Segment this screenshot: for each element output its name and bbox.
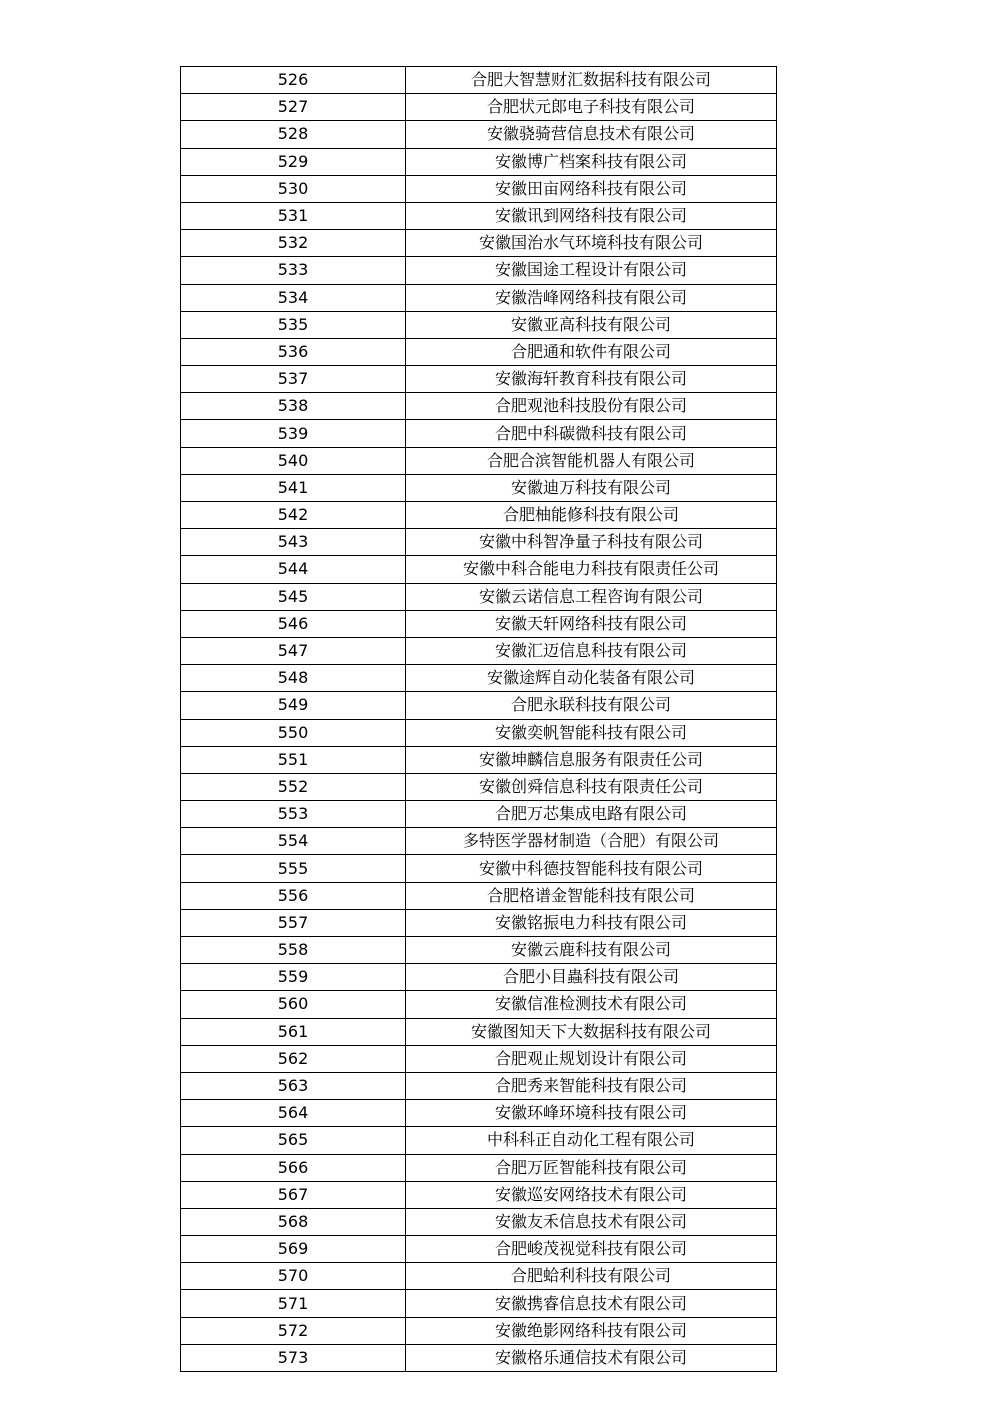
table-row [181,257,777,284]
table-row [181,121,777,148]
company-name: 安徽云诺信息工程咨询有限公司 [406,583,777,610]
table-row [181,1018,777,1045]
company-name: 安徽中科合能电力科技有限责任公司 [406,556,777,583]
table-row [181,1208,777,1235]
company-name: 安徽铭振电力科技有限公司 [406,909,777,936]
company-name: 安徽格乐通信技术有限公司 [406,1344,777,1371]
company-name: 安徽国途工程设计有限公司 [406,257,777,284]
company-name: 安徽坤麟信息服务有限责任公司 [406,746,777,773]
company-name: 合肥中科碳微科技有限公司 [406,420,777,447]
company-name: 安徽天轩网络科技有限公司 [406,610,777,637]
row-number: 550 [181,719,406,746]
table-row [181,583,777,610]
row-number: 541 [181,474,406,501]
table-row [181,1317,777,1344]
table-row [181,311,777,338]
table-row [181,420,777,447]
table-row [181,474,777,501]
company-name: 合肥万匠智能科技有限公司 [406,1154,777,1181]
table-row [181,366,777,393]
table-row [181,230,777,257]
company-name: 合肥格谱金智能科技有限公司 [406,882,777,909]
row-number: 532 [181,230,406,257]
row-number: 547 [181,637,406,664]
company-name: 安徽云鹿科技有限公司 [406,937,777,964]
company-name: 安徽友禾信息技术有限公司 [406,1208,777,1235]
table-row [181,1154,777,1181]
table-row [181,67,777,94]
table-row [181,1127,777,1154]
row-number: 537 [181,366,406,393]
row-number: 562 [181,1045,406,1072]
row-number: 531 [181,202,406,229]
company-name: 中科科正自动化工程有限公司 [406,1127,777,1154]
company-name: 合肥万芯集成电路有限公司 [406,801,777,828]
company-name: 安徽图知天下大数据科技有限公司 [406,1018,777,1045]
company-name: 安徽携睿信息技术有限公司 [406,1290,777,1317]
row-number: 536 [181,338,406,365]
row-number: 566 [181,1154,406,1181]
row-number: 551 [181,746,406,773]
company-name: 安徽汇迈信息科技有限公司 [406,637,777,664]
company-name: 合肥柚能修科技有限公司 [406,502,777,529]
company-name: 合肥秀来智能科技有限公司 [406,1072,777,1099]
company-name: 安徽巡安网络技术有限公司 [406,1181,777,1208]
table-row [181,94,777,121]
company-name: 安徽浩峰网络科技有限公司 [406,284,777,311]
row-number: 552 [181,773,406,800]
row-number: 535 [181,311,406,338]
row-number: 555 [181,855,406,882]
table-row [181,1263,777,1290]
table-row [181,1290,777,1317]
company-name: 安徽亚高科技有限公司 [406,311,777,338]
table-row [181,393,777,420]
table-row [181,909,777,936]
table-row [181,1236,777,1263]
row-number: 573 [181,1344,406,1371]
company-name: 多特医学器材制造（合肥）有限公司 [406,828,777,855]
row-number: 560 [181,991,406,1018]
table-row [181,1045,777,1072]
table-row [181,1344,777,1371]
row-number: 563 [181,1072,406,1099]
row-number: 542 [181,502,406,529]
row-number: 540 [181,447,406,474]
row-number: 567 [181,1181,406,1208]
company-name: 安徽博广档案科技有限公司 [406,148,777,175]
table-row [181,665,777,692]
row-number: 556 [181,882,406,909]
row-number: 533 [181,257,406,284]
row-number: 564 [181,1100,406,1127]
table-row [181,148,777,175]
company-name: 安徽绝影网络科技有限公司 [406,1317,777,1344]
company-name: 安徽创舜信息科技有限责任公司 [406,773,777,800]
row-number: 553 [181,801,406,828]
row-number: 527 [181,94,406,121]
table-row [181,556,777,583]
company-name: 合肥观止规划设计有限公司 [406,1045,777,1072]
table-row [181,202,777,229]
row-number: 543 [181,529,406,556]
table-row [181,637,777,664]
company-name: 合肥永联科技有限公司 [406,692,777,719]
row-number: 549 [181,692,406,719]
row-number: 571 [181,1290,406,1317]
table-row [181,773,777,800]
row-number: 546 [181,610,406,637]
table-row [181,1181,777,1208]
row-number: 539 [181,420,406,447]
table-row [181,502,777,529]
company-name: 合肥大智慧财汇数据科技有限公司 [406,67,777,94]
table-row [181,610,777,637]
row-number: 572 [181,1317,406,1344]
company-table [180,66,777,1372]
table-row [181,937,777,964]
table-row [181,1100,777,1127]
table-row [181,1072,777,1099]
company-name: 安徽环峰环境科技有限公司 [406,1100,777,1127]
company-name: 安徽迪万科技有限公司 [406,474,777,501]
row-number: 530 [181,175,406,202]
table-row [181,692,777,719]
company-name: 合肥状元郎电子科技有限公司 [406,94,777,121]
company-name: 安徽田亩网络科技有限公司 [406,175,777,202]
company-name: 安徽中科德技智能科技有限公司 [406,855,777,882]
row-number: 558 [181,937,406,964]
row-number: 554 [181,828,406,855]
table-row [181,828,777,855]
company-name: 安徽信准检测技术有限公司 [406,991,777,1018]
row-number: 570 [181,1263,406,1290]
table-row [181,719,777,746]
row-number: 561 [181,1018,406,1045]
company-name: 合肥通和软件有限公司 [406,338,777,365]
company-name: 安徽骁骑营信息技术有限公司 [406,121,777,148]
row-number: 545 [181,583,406,610]
table-row [181,284,777,311]
row-number: 534 [181,284,406,311]
table-row [181,175,777,202]
table-row [181,855,777,882]
row-number: 538 [181,393,406,420]
company-name: 安徽国治水气环境科技有限公司 [406,230,777,257]
company-name: 安徽奕帆智能科技有限公司 [406,719,777,746]
company-name: 安徽讯到网络科技有限公司 [406,202,777,229]
row-number: 528 [181,121,406,148]
company-name: 安徽中科智净量子科技有限公司 [406,529,777,556]
table-row [181,991,777,1018]
table-row [181,338,777,365]
row-number: 544 [181,556,406,583]
company-name: 合肥观池科技股份有限公司 [406,393,777,420]
company-name: 合肥合滨智能机器人有限公司 [406,447,777,474]
row-number: 557 [181,909,406,936]
table-row [181,746,777,773]
company-name: 安徽途辉自动化装备有限公司 [406,665,777,692]
table-row [181,801,777,828]
company-name: 合肥小目蟲科技有限公司 [406,964,777,991]
table-row [181,447,777,474]
company-table-body [181,67,777,1372]
row-number: 569 [181,1236,406,1263]
row-number: 548 [181,665,406,692]
table-row [181,529,777,556]
row-number: 526 [181,67,406,94]
company-name: 合肥蛤利科技有限公司 [406,1263,777,1290]
row-number: 565 [181,1127,406,1154]
company-name: 安徽海轩教育科技有限公司 [406,366,777,393]
row-number: 529 [181,148,406,175]
company-name: 合肥峻茂视觉科技有限公司 [406,1236,777,1263]
row-number: 559 [181,964,406,991]
row-number: 568 [181,1208,406,1235]
table-row [181,964,777,991]
table-row [181,882,777,909]
